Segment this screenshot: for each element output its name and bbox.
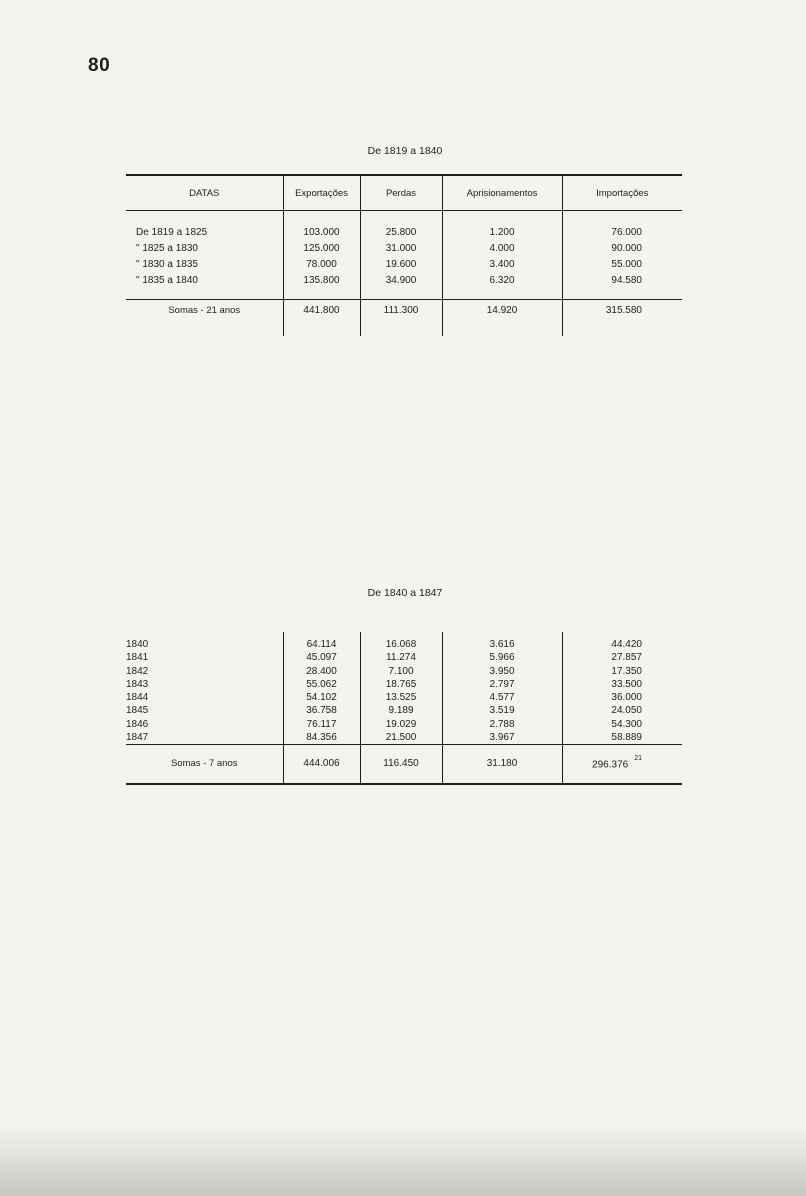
perdas-cell: 16.068 [360,632,442,651]
year-cell: 1843 [126,678,149,690]
year-cell: 1846 [126,718,149,730]
sum-importacoes: 315.580 [562,300,682,337]
year-cell: 1841 [126,652,149,664]
aprisionamentos-cell: 2.797 [442,678,562,691]
year-cell: 1844 [126,692,149,704]
exportacoes-cell: 84.356 [283,731,360,745]
importacoes-cell: 58.889 [562,731,682,745]
importacoes-cell: 36.000 [562,691,682,704]
perdas-cell: 34.900 [360,273,442,289]
table-row [126,257,682,273]
year-cell: 1845 [126,705,149,717]
table-row [126,718,682,731]
table-row [126,211,682,242]
importacoes-cell: 17.350 [562,665,682,678]
table-1840-1847 [126,632,682,785]
exportacoes-cell: 36.758 [283,704,360,717]
sum-label: Somas - 7 anos [126,745,283,784]
exportacoes-cell: 78.000 [283,257,360,273]
year-cell: 1847 [126,732,149,744]
header-importacoes: Importações [562,175,682,211]
table1-sum-row [126,300,682,337]
importacoes-cell: 55.000 [562,257,682,273]
aprisionamentos-cell: 3.950 [442,665,562,678]
exportacoes-cell: 103.000 [283,211,360,242]
perdas-cell: 9.189 [360,704,442,717]
date-cell: " 1835 a 1840 [136,275,198,286]
year-cell: 1842 [126,665,149,677]
exportacoes-cell: 64.114 [283,632,360,651]
importacoes-cell: 44.420 [562,632,682,651]
header-datas: DATAS [126,175,283,211]
exportacoes-cell: 54.102 [283,691,360,704]
date-cell: " 1825 a 1830 [136,243,198,254]
sum-perdas: 116.450 [360,745,442,784]
date-cell: De 1819 a 1825 [136,227,208,238]
perdas-cell: 25.800 [360,211,442,242]
aprisionamentos-cell: 3.616 [442,632,562,651]
importacoes-cell: 90.000 [562,241,682,257]
table-row [126,678,682,691]
table-row [126,691,682,704]
aprisionamentos-cell: 4.000 [442,241,562,257]
exportacoes-cell: 45.097 [283,651,360,664]
perdas-cell: 11.274 [360,651,442,664]
perdas-cell: 19.029 [360,718,442,731]
header-perdas: Perdas [360,175,442,211]
sum-aprisionamentos: 31.180 [442,745,562,784]
table-row [126,704,682,717]
sum-importacoes: 296.376 [592,759,629,771]
importacoes-cell: 24.050 [562,704,682,717]
exportacoes-cell: 55.062 [283,678,360,691]
footnote-marker: 21 [634,755,642,763]
aprisionamentos-cell: 3.519 [442,704,562,717]
sum-exportacoes: 441.800 [283,300,360,337]
exportacoes-cell: 125.000 [283,241,360,257]
perdas-cell: 13.525 [360,691,442,704]
table-row [126,241,682,257]
exportacoes-cell: 135.800 [283,273,360,289]
table-row [126,651,682,664]
perdas-cell: 7.100 [360,665,442,678]
sum-importacoes-cell [562,745,682,784]
page-bottom-shadow [0,1126,806,1196]
aprisionamentos-cell: 6.320 [442,273,562,289]
sum-perdas: 111.300 [360,300,442,337]
aprisionamentos-cell: 1.200 [442,211,562,242]
aprisionamentos-cell: 3.400 [442,257,562,273]
table-row [126,665,682,678]
table-row [126,731,682,745]
perdas-cell: 21.500 [360,731,442,745]
header-aprisionamentos: Aprisionamentos [442,175,562,211]
page-number: 80 [88,55,111,76]
sum-exportacoes: 444.006 [283,745,360,784]
sum-aprisionamentos: 14.920 [442,300,562,337]
aprisionamentos-cell: 5.966 [442,651,562,664]
perdas-cell: 31.000 [360,241,442,257]
table1-header-row [126,175,682,211]
perdas-cell: 18.765 [360,678,442,691]
sum-label: Somas - 21 anos [126,300,283,337]
header-exportacoes: Exportações [283,175,360,211]
table-row [126,273,682,289]
aprisionamentos-cell: 4.577 [442,691,562,704]
table2-caption: De 1840 a 1847 [367,587,443,599]
importacoes-cell: 76.000 [562,211,682,242]
aprisionamentos-cell: 2.788 [442,718,562,731]
importacoes-cell: 94.580 [562,273,682,289]
table-row [126,632,682,651]
importacoes-cell: 33.500 [562,678,682,691]
aprisionamentos-cell: 3.967 [442,731,562,745]
table2-sum-row [126,745,682,784]
table-1819-1840 [126,174,682,336]
importacoes-cell: 27.857 [562,651,682,664]
exportacoes-cell: 28.400 [283,665,360,678]
date-cell: " 1830 a 1835 [136,259,198,270]
year-cell: 1840 [126,639,149,650]
exportacoes-cell: 76.117 [283,718,360,731]
spacer-row [126,289,682,300]
importacoes-cell: 54.300 [562,718,682,731]
perdas-cell: 19.600 [360,257,442,273]
table1-caption: De 1819 a 1840 [367,145,443,157]
